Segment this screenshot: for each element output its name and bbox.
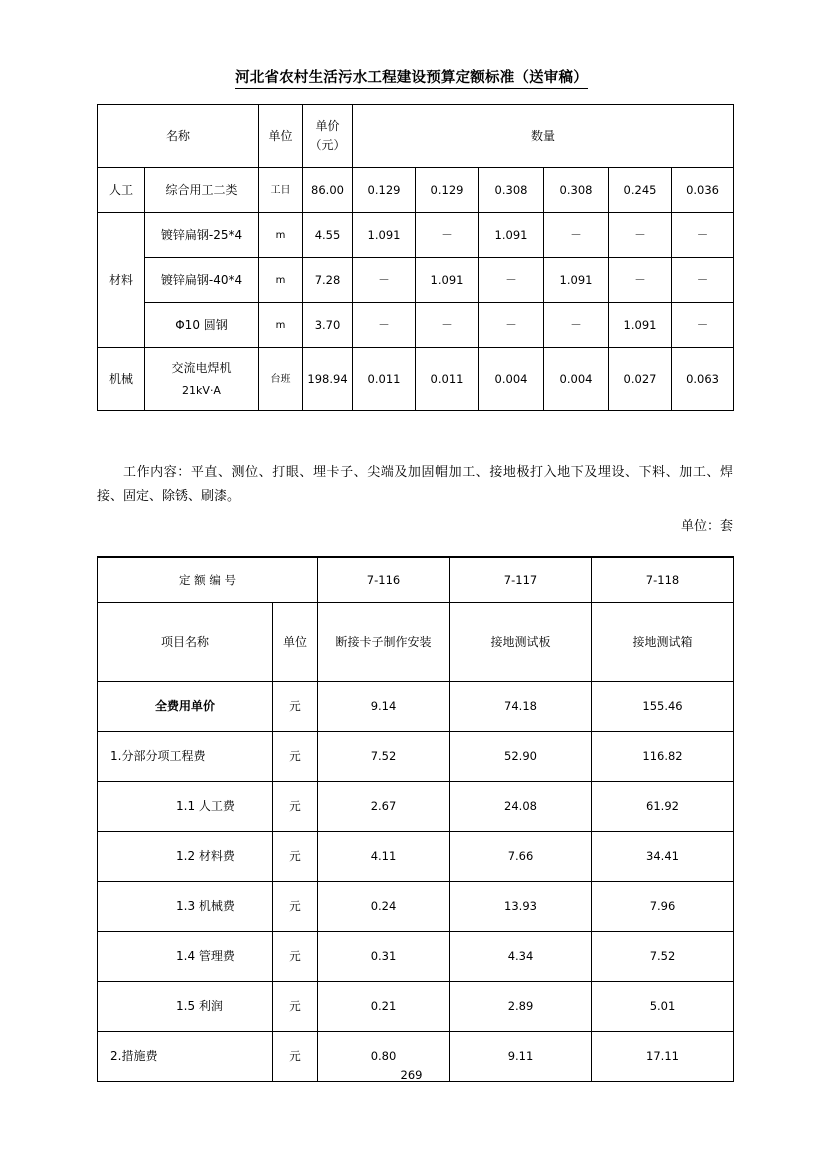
row-unit: m	[259, 213, 303, 258]
row-value: －	[544, 213, 609, 258]
cost-row-value: 34.41	[592, 832, 734, 882]
row-value: －	[353, 303, 416, 348]
row-name-line2: 21kV·A	[182, 383, 221, 397]
work-content-paragraph: 工作内容：平直、测位、打眼、埋卡子、尖端及加固帽加工、接地极打入地下及埋设、下料、加工、焊接、固定、除锈、刷漆。	[97, 465, 733, 504]
row-value: 0.308	[544, 168, 609, 213]
cost-breakdown-table	[97, 556, 734, 1082]
row-value: －	[672, 303, 734, 348]
row-name: 镀锌扁钢-25*4	[145, 213, 259, 258]
row-value: －	[416, 303, 479, 348]
table-row	[98, 682, 734, 732]
cost-row-label: 1.1 人工费	[98, 782, 273, 832]
cost-row-unit: 元	[273, 882, 318, 932]
quota-code-row	[98, 557, 734, 603]
header-unit: 单位	[259, 105, 303, 168]
table-row	[98, 782, 734, 832]
table-row	[98, 348, 734, 411]
quota-code: 7-116	[318, 557, 450, 603]
row-price: 3.70	[303, 303, 353, 348]
table-row	[98, 258, 734, 303]
row-value: －	[479, 258, 544, 303]
cost-row-unit: 元	[273, 1032, 318, 1082]
cost-row-value: 24.08	[450, 782, 592, 832]
row-value: 0.063	[672, 348, 734, 411]
cost-row-value: 0.80	[318, 1032, 450, 1082]
quota-code: 7-118	[592, 557, 734, 603]
cost-row-value: 0.24	[318, 882, 450, 932]
cost-row-label: 2.措施费	[98, 1032, 273, 1082]
cost-row-value: 52.90	[450, 732, 592, 782]
cost-row-value: 2.67	[318, 782, 450, 832]
cost-row-value: 13.93	[450, 882, 592, 932]
cost-row-label: 1.3 机械费	[98, 882, 273, 932]
item-name-label: 项目名称	[98, 603, 273, 682]
cost-row-value: 7.52	[592, 932, 734, 982]
cost-row-value: 5.01	[592, 982, 734, 1032]
row-value: 0.129	[353, 168, 416, 213]
item-name-row	[98, 603, 734, 682]
cost-row-label: 1.2 材料费	[98, 832, 273, 882]
row-unit: m	[259, 303, 303, 348]
row-value: －	[479, 303, 544, 348]
row-value: 1.091	[416, 258, 479, 303]
row-value: 0.036	[672, 168, 734, 213]
cost-row-value: 116.82	[592, 732, 734, 782]
cost-row-label: 1.4 管理费	[98, 932, 273, 982]
row-value: －	[672, 213, 734, 258]
cost-row-value: 155.46	[592, 682, 734, 732]
row-value: 1.091	[353, 213, 416, 258]
table-row	[98, 982, 734, 1032]
cost-row-value: 7.52	[318, 732, 450, 782]
resource-quantity-table	[97, 104, 734, 411]
row-value: －	[609, 213, 672, 258]
row-price: 198.94	[303, 348, 353, 411]
row-value: －	[672, 258, 734, 303]
cost-row-value: 9.11	[450, 1032, 592, 1082]
page-title	[0, 68, 823, 88]
cost-row-value: 7.96	[592, 882, 734, 932]
item-name: 接地测试板	[450, 603, 592, 682]
header-unit-price	[303, 105, 353, 168]
cost-row-label: 全费用单价	[98, 682, 273, 732]
table-row	[98, 932, 734, 982]
cost-row-value: 4.34	[450, 932, 592, 982]
cost-row-unit: 元	[273, 832, 318, 882]
row-value: 1.091	[479, 213, 544, 258]
cost-row-value: 17.11	[592, 1032, 734, 1082]
header-name: 名称	[98, 105, 259, 168]
table-row	[98, 168, 734, 213]
row-value: 0.004	[544, 348, 609, 411]
page-number: 269	[400, 1068, 423, 1082]
cost-row-unit: 元	[273, 782, 318, 832]
row-price: 86.00	[303, 168, 353, 213]
item-name: 断接卡子制作安装	[318, 603, 450, 682]
cost-row-label: 1.5 利润	[98, 982, 273, 1032]
row-value: 0.245	[609, 168, 672, 213]
row-value: 1.091	[544, 258, 609, 303]
unit-label: 单位	[273, 603, 318, 682]
cost-row-value: 4.11	[318, 832, 450, 882]
row-name-line1: 交流电焊机	[171, 360, 232, 375]
row-unit: m	[259, 258, 303, 303]
table-row	[98, 732, 734, 782]
row-value: 0.011	[416, 348, 479, 411]
row-value: 0.308	[479, 168, 544, 213]
row-value: 0.129	[416, 168, 479, 213]
cost-row-value: 0.31	[318, 932, 450, 982]
row-category-material: 材料	[98, 213, 145, 348]
row-value: －	[416, 213, 479, 258]
table-row	[98, 832, 734, 882]
header-quantity: 数量	[353, 105, 734, 168]
table-row	[98, 303, 734, 348]
row-value: 0.004	[479, 348, 544, 411]
row-name: 镀锌扁钢-40*4	[145, 258, 259, 303]
row-name: Φ10 圆钢	[145, 303, 259, 348]
row-category-labor: 人工	[98, 168, 145, 213]
row-unit: 工日	[259, 168, 303, 213]
row-value: －	[544, 303, 609, 348]
table-header-row	[98, 105, 734, 168]
row-value: －	[609, 258, 672, 303]
row-value: 0.011	[353, 348, 416, 411]
quota-code-label: 定 额 编 号	[98, 557, 318, 603]
row-price: 7.28	[303, 258, 353, 303]
header-unit-price-line1: 单价	[315, 119, 340, 133]
cost-row-value: 61.92	[592, 782, 734, 832]
cost-row-value: 2.89	[450, 982, 592, 1032]
row-value: 0.027	[609, 348, 672, 411]
row-unit: 台班	[259, 348, 303, 411]
cost-row-value: 0.21	[318, 982, 450, 1032]
quota-code: 7-117	[450, 557, 592, 603]
header-unit-price-line2: （元）	[309, 138, 346, 152]
row-value: －	[353, 258, 416, 303]
page-title-text: 河北省农村生活污水工程建设预算定额标准（送审稿）	[235, 70, 588, 89]
row-value: 1.091	[609, 303, 672, 348]
cost-row-value: 74.18	[450, 682, 592, 732]
cost-row-unit: 元	[273, 682, 318, 732]
cost-row-value: 7.66	[450, 832, 592, 882]
cost-row-unit: 元	[273, 732, 318, 782]
unit-note: 单位：套	[680, 519, 733, 534]
cost-row-unit: 元	[273, 932, 318, 982]
table-row	[98, 213, 734, 258]
row-category-machine: 机械	[98, 348, 145, 411]
cost-row-value: 9.14	[318, 682, 450, 732]
row-name: 综合用工二类	[145, 168, 259, 213]
cost-row-label: 1.分部分项工程费	[98, 732, 273, 782]
item-name: 接地测试箱	[592, 603, 734, 682]
row-price: 4.55	[303, 213, 353, 258]
row-name	[145, 348, 259, 411]
cost-row-unit: 元	[273, 982, 318, 1032]
table-row	[98, 882, 734, 932]
